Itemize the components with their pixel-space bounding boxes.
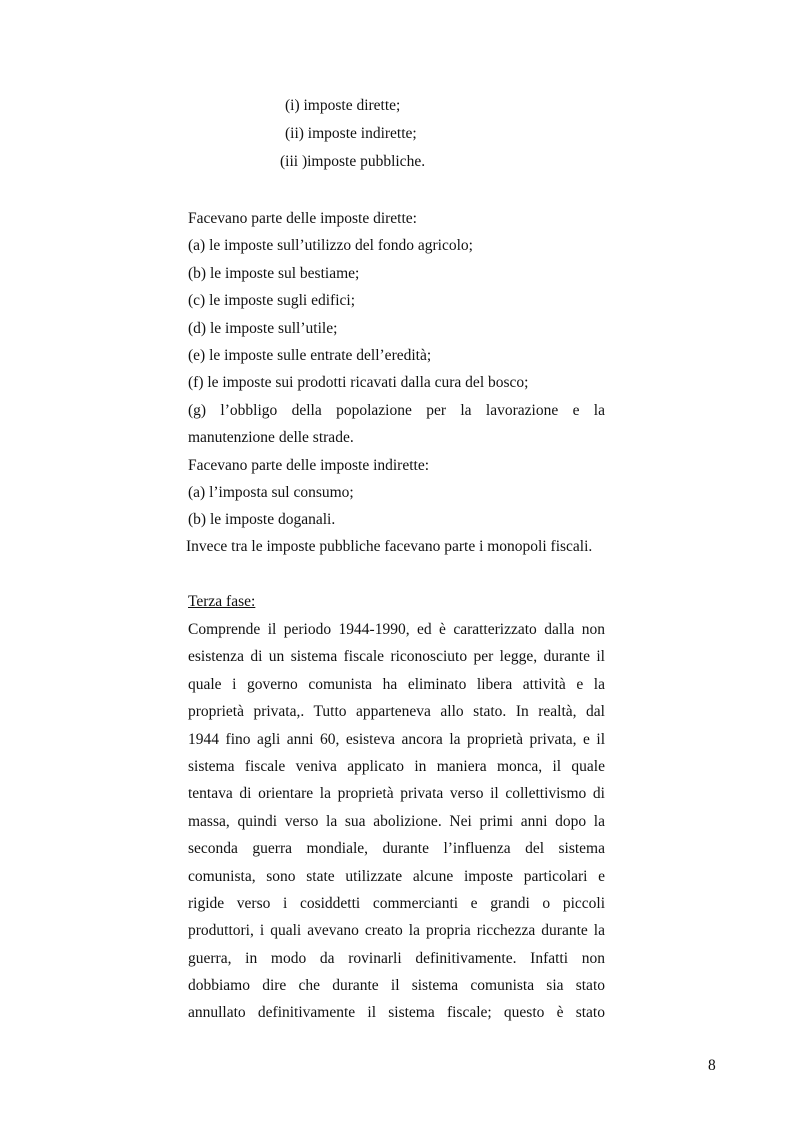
paragraph-line: sistema fiscale veniva applicato in maniera monca, il quale xyxy=(188,757,605,775)
list-item: (a) l’imposta sul consumo; xyxy=(188,483,354,501)
paragraph-line: annullato definitivamente il sistema fiscale; questo è stato xyxy=(188,1004,605,1022)
direct-taxes-heading: Facevano parte delle imposte dirette: xyxy=(188,210,417,227)
page-number: 8 xyxy=(708,1057,716,1074)
category-public: (iii )imposte pubbliche. xyxy=(280,153,426,170)
list-item: manutenzione delle strade. xyxy=(188,429,354,447)
list-item: (b) le imposte sul bestiame; xyxy=(188,264,360,282)
paragraph-line: dobbiamo dire che durante il sistema comunista sia stato xyxy=(188,977,605,995)
list-item: (f) le imposte sui prodotti ricavati dalla cura del bosco; xyxy=(188,374,529,392)
paragraph-line: quale i governo comunista ha eliminato libera attività e la xyxy=(188,675,605,693)
paragraph-line: proprietà privata,. Tutto apparteneva allo stato. In realtà, dal xyxy=(188,703,605,721)
paragraph-line: tentava di orientare la proprietà privata verso il collettivismo di xyxy=(188,785,605,803)
list-item: (g) l’obbligo della popolazione per la lavorazione e la xyxy=(188,401,605,419)
list-item: (b) le imposte doganali. xyxy=(188,511,336,529)
paragraph-line: 1944 fino agli anni 60, esisteva ancora la proprietà privata, e il xyxy=(188,730,605,748)
indirect-taxes-heading: Facevano parte delle imposte indirette: xyxy=(188,456,430,474)
list-item: (c) le imposte sugli edifici; xyxy=(188,292,356,310)
category-indirect: (ii) imposte indirette; xyxy=(285,125,417,142)
public-taxes-sentence: Invece tra le imposte pubbliche facevano parte i monopoli fiscali. xyxy=(186,538,593,555)
paragraph-line: comunista, sono state utilizzate alcune imposte particolari e xyxy=(188,867,605,885)
section-title: Terza fase: xyxy=(188,593,256,610)
paragraph-line: massa, quindi verso la sua abolizione. Nei primi anni dopo la xyxy=(188,812,605,830)
paragraph-line: seconda guerra mondiale, durante l’influenza del sistema xyxy=(188,840,605,858)
direct-taxes-block xyxy=(188,205,605,534)
paragraph-line: Comprende il periodo 1944-1990, ed è caratterizzato dalla non xyxy=(188,621,605,638)
section-paragraph xyxy=(188,616,605,1027)
paragraph-line: guerra, in modo da rovinarli definitivamente. Infatti non xyxy=(188,949,605,967)
paragraph-line: esistenza di un sistema fiscale riconosciuto per legge, durante il xyxy=(188,648,605,666)
paragraph-line: produttori, i quali avevano creato la propria ricchezza durante la xyxy=(188,922,605,940)
list-item: (e) le imposte sulle entrate dell’eredità; xyxy=(188,346,432,364)
category-direct: (i) imposte dirette; xyxy=(285,97,401,114)
paragraph-line: rigide verso i cosiddetti commercianti e grandi o piccoli xyxy=(188,894,605,912)
list-item: (a) le imposte sull’utilizzo del fondo agricolo; xyxy=(188,237,473,255)
list-item: (d) le imposte sull’utile; xyxy=(188,319,338,337)
